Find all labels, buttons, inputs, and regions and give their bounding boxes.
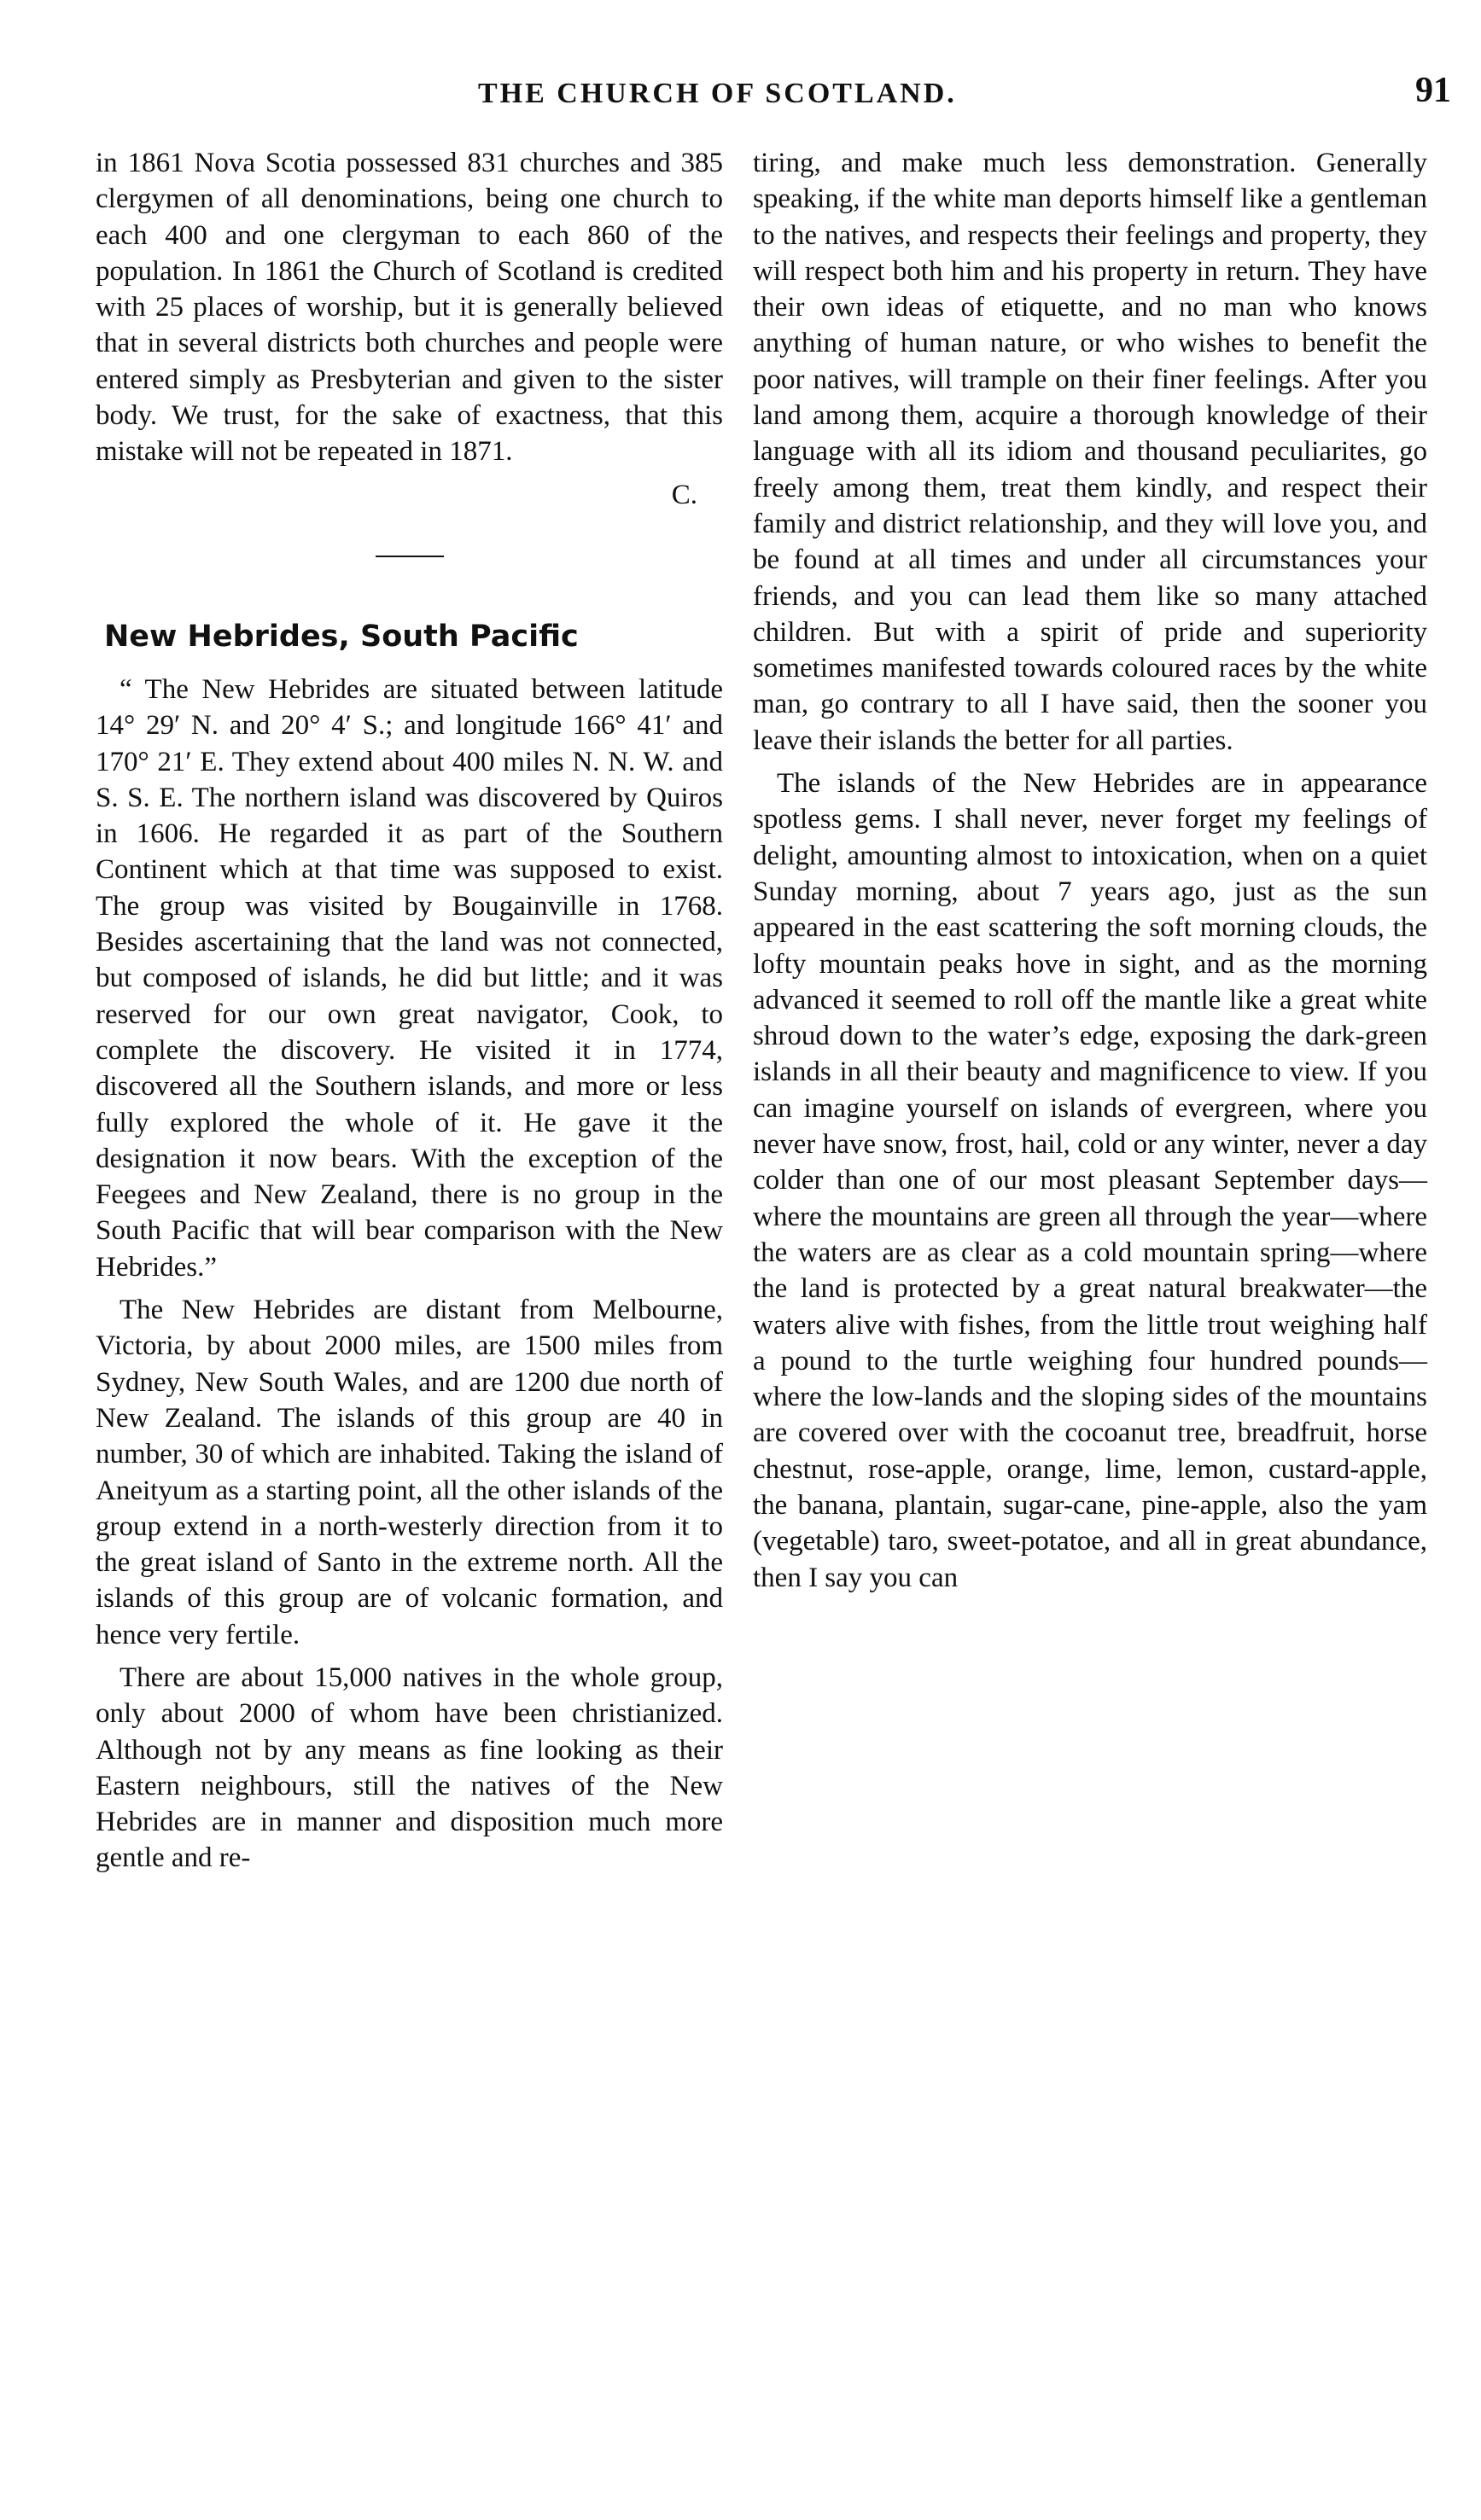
right-column bbox=[753, 145, 1427, 1603]
author-signature: C. bbox=[671, 479, 697, 510]
body-paragraph: There are about 15,000 natives in the whole group, only about 2000 of whom have been christianized. Although not by any means as fine looking as their Eastern neighbours, still the natives of the New Hebrides are in manner and disposition much more gentle and re- bbox=[96, 1662, 723, 1874]
body-paragraph: tiring, and make much less demonstration. Generally speaking, if the white man deports himself like a gentleman to the natives, and respects their feelings and property, they will respect both him and his property in return. They have their own ideas of etiquette, and no man who knows anything of human nature, or who wishes to benefit the poor natives, will trample on their finer feelings. After you land among them, acquire a thorough knowledge of their language with all its idiom and thousand peculiarites, go freely among them, treat them kindly, and respect their family and district relationship, and they will love you, and be found at all times and under all circumstances your friends, and you can lead them like so many attached children. But with a spirit of pride and superiority sometimes manifested towards coloured races by the white man, go contrary to all I have said, then the sooner you leave their islands the better for all parties. bbox=[753, 148, 1427, 756]
body-paragraph: “ The New Hebrides are situated between latitude 14° 29′ N. and 20° 4′ S.; and longitude 166° 41′ and 170° 21′ E. They extend about 400 miles N. N. W. and S. S. E. The northern island was discovered by Quiros in 1606. He regarded it as part of the Southern Continent which at that time was supposed to exist. The group was visited by Bougainville in 1768. Besides ascertaining that the land was not connected, but composed of islands, he did but little; and it was reserved for our own great navigator, Cook, to complete the discovery. He visited it in 1774, discovered all the Southern islands, and more or less fully explored the whole of it. He gave it the designation it now bears. With the exception of the Feegees and New Zealand, there is no group in the South Pacific that will bear comparison with the New Hebrides.” bbox=[96, 673, 723, 1283]
running-title: THE CHURCH OF SCOTLAND. bbox=[478, 78, 957, 109]
section-divider bbox=[376, 556, 444, 557]
intro-paragraph: in 1861 Nova Scotia possessed 831 churches and 385 clergymen of all denominations, being one church to each 400 and one clergyman to each 860 of the population. In 1861 the Church of Scotland is credited with 25 places of worship, but it is generally believed that in several districts both churches and people were entered simply as Presbyterian and given to the sister body. We trust, for the sake of exactness, that this mistake will not be repeated in 1871. bbox=[96, 148, 723, 468]
body-paragraph: The islands of the New Hebrides are in appearance spotless gems. I shall never, never forget my feelings of delight, amounting almost to intoxication, when on a quiet Sunday morning, about 7 years ago, just as the sun appeared in the east scattering the soft morning clouds, the lofty mountain peaks hove in sight, and as the morning advanced it seemed to roll off the mantle like a great white shroud down to the water’s edge, exposing the dark-green islands in all their beauty and magnificence to view. If you can imagine yourself on islands of evergreen, where you never have snow, frost, hail, cold or any winter, never a day colder than one of our most pleasant September days—where the mountains are green all through the year—where the waters are as clear as a cold mountain spring—where the land is protected by a great natural breakwater—the waters alive with fishes, from the little trout weighing half a pound to the turtle weighing four hundred pounds—where the low-lands and the sloping sides of the mountains are covered over with the cocoanut tree, breadfruit, horse chestnut, rose-apple, orange, lime, lemon, custard-apple, the banana, plantain, sugar-cane, pine-apple, also the yam (vegetable) taro, sweet-potatoe, and all in great abundance, then I say you can bbox=[753, 768, 1427, 1593]
running-header bbox=[0, 68, 1481, 119]
page-number: 91 bbox=[1415, 71, 1451, 110]
section-heading: New Hebrides, South Pacific bbox=[104, 619, 579, 654]
body-paragraph: The New Hebrides are distant from Melbourne, Victoria, by about 2000 miles, are 1500 miles from Sydney, New South Wales, and are 1200 due north of New Zealand. The islands of this group are 40 in number, 30 of which are inhabited. Taking the island of Aneityum as a starting point, all the other islands of the group extend in a north-westerly direction from it to the great island of Santo in the extreme north. All the islands of this group are of volcanic formation, and hence very fertile. bbox=[96, 1295, 723, 1650]
left-column bbox=[96, 145, 723, 1883]
